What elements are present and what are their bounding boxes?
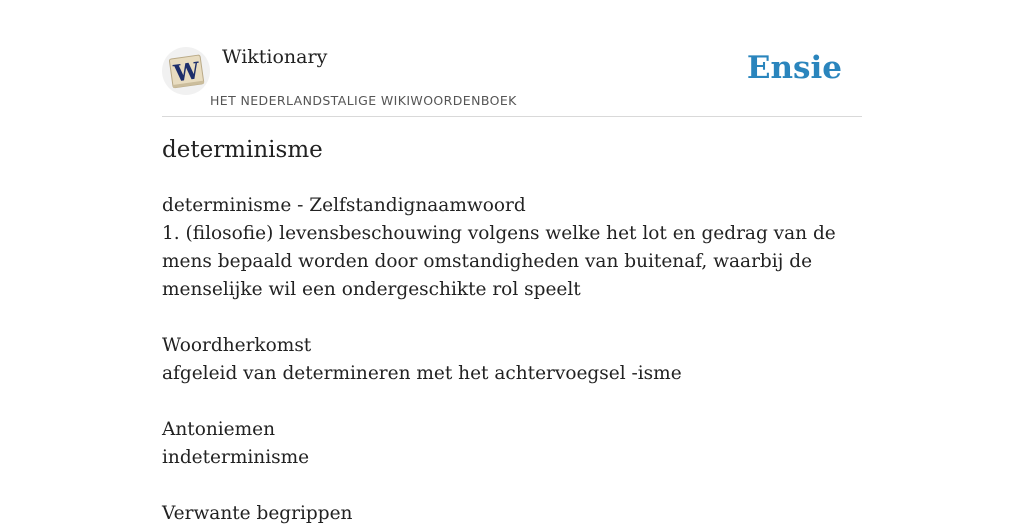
spacer: [162, 472, 852, 500]
site-header: [162, 40, 862, 117]
etymology-heading: Woordherkomst: [162, 335, 312, 356]
related-heading: Verwante begrippen: [162, 503, 353, 524]
wiktionary-logo-icon[interactable]: [162, 47, 210, 95]
site-subtitle: HET NEDERLANDSTALIGE WIKIWOORDENBOEK: [210, 93, 517, 108]
wiktionary-tile-icon: [162, 47, 210, 95]
ensie-brand-link[interactable]: Ensie: [746, 50, 842, 86]
antonym-link[interactable]: indeterminisme: [162, 447, 310, 468]
definition-text: 1. (filosofie) levensbeschouwing volgens welke het lot en gedrag van de mens bepaald worden door omstandigheden van buitenaf, waarbij de menselijke wil een ondergeschikte rol speelt: [162, 223, 836, 300]
etymology-text: afgeleid van determineren met het achtervoegsel -isme: [162, 363, 682, 384]
entry-content: [162, 192, 852, 528]
site-title[interactable]: Wiktionary: [222, 46, 328, 68]
spacer: [162, 304, 852, 332]
antonyms-heading: Antoniemen: [162, 419, 276, 440]
logo-letter: W: [172, 57, 202, 88]
spacer: [162, 388, 852, 416]
definition-heading: determinisme - Zelfstandignaamwoord: [162, 195, 526, 216]
page-title: determinisme: [162, 137, 323, 163]
